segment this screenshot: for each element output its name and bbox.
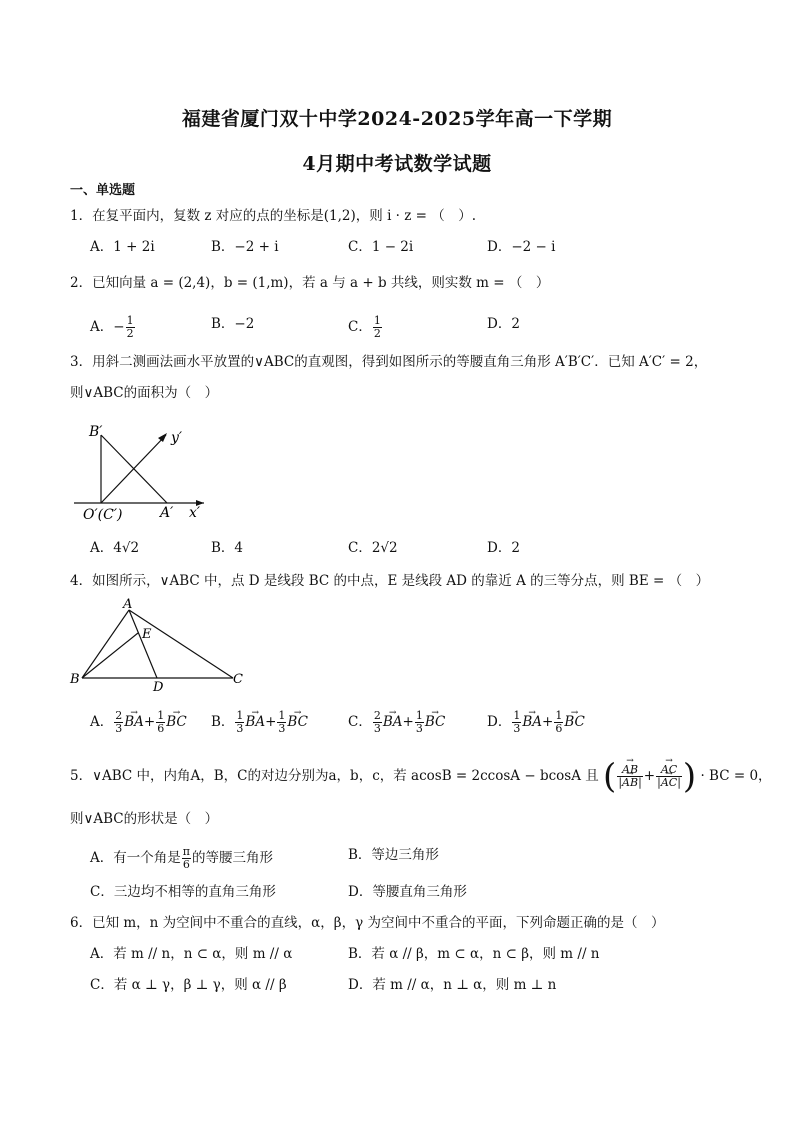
q4-option-b-label: B．: [211, 714, 235, 730]
q5-option-a[interactable]: [90, 846, 273, 871]
exam-title-line2: 4月期中考试数学试题: [302, 153, 492, 175]
left-paren: (: [603, 756, 617, 797]
q5-stem-text: 5．∨ABC 中，内角A，B，C的对边分别为a，b，c，若 acosB = 2ccosA − bcosA 且: [70, 768, 599, 784]
q4-option-c-label: C．: [348, 714, 372, 730]
q4-option-a[interactable]: A． $\frac{2}{3}$ → BA+ $\frac{1}{6}$ → BC: [90, 710, 187, 735]
label-c: C: [233, 672, 243, 687]
y-axis-arrow-icon: [158, 433, 167, 442]
segment-b-e: [82, 633, 138, 678]
q4-option-a-label: A．: [90, 714, 114, 730]
q5-stem-line2: 则∨ABC的形状是（ ）: [70, 811, 219, 827]
unit-vector-ab: → $\frac{AB}{|\to AB|}$: [617, 764, 642, 789]
label-e: E: [142, 627, 152, 642]
q3-stem-line1: 3．用斜二测画法画水平放置的∨ABC的直观图，得到如图所示的等腰直角三角形 A′B′C′．已知 A′C′ = 2，: [70, 354, 708, 370]
q3-option-d[interactable]: D．2: [487, 540, 520, 556]
label-y-prime: y′: [171, 430, 183, 446]
label-a-prime: A′: [160, 505, 174, 521]
right-paren: ): [682, 756, 697, 797]
q5-option-a-tail: 的等腰三角形: [191, 850, 273, 866]
q1-option-a[interactable]: A．1 + 2i: [90, 239, 155, 255]
label-b-prime: B′: [89, 424, 103, 440]
q3-option-a[interactable]: A．4√2: [90, 540, 140, 556]
unit-vector-ac: → $\frac{AC}{|\to AC|}$: [656, 764, 682, 789]
q5-stem-line1: 5．∨ABC 中，内角A，B，C的对边分别为a，b，c，若 acosB = 2ccosA − bcosA 且 ( → $\frac{AB}{|\to AB|}$ + → $\frac{AC}{|\to AC|}$ ) · BC = 0，: [70, 764, 772, 789]
q6-option-b[interactable]: B．若 α // β，m ⊂ α，n ⊂ β，则 m // n: [348, 946, 600, 962]
q5-option-b[interactable]: B．等边三角形: [348, 847, 439, 863]
q3-stem-line2: 则∨ABC的面积为（ ）: [70, 385, 219, 401]
label-b: B: [70, 672, 80, 687]
fraction-pi-sixth: $\frac{\pi}{6}$: [182, 845, 190, 871]
q1-option-c[interactable]: C．1 − 2i: [348, 239, 414, 255]
q4-option-b[interactable]: B． $\frac{1}{3}$ → BA+ $\frac{1}{3}$ → BC: [211, 710, 308, 735]
q4-option-d-label: D．: [487, 714, 512, 730]
q6-option-a[interactable]: A．若 m // n，n ⊂ α，则 m // α: [90, 946, 293, 962]
section-heading: 一、单选题: [70, 183, 136, 198]
q2-option-b[interactable]: B．−2: [211, 316, 255, 332]
q5-stem-tail: · BC = 0，: [700, 768, 772, 784]
q2-option-c[interactable]: [348, 315, 383, 340]
q1-stem: 1．在复平面内，复数 z 对应的点的坐标是(1,2)，则 i · z = （ ）.: [70, 208, 477, 224]
segment-a-d: [129, 610, 157, 678]
q5-option-d[interactable]: D．等腰直角三角形: [348, 884, 467, 900]
q2-option-c-label: C．: [348, 319, 372, 335]
fraction-one-half: $\frac{1}{2}$: [126, 314, 134, 340]
q4-option-d[interactable]: D． $\frac{1}{3}$ → BA+ $\frac{1}{6}$ → BC: [487, 710, 585, 735]
segment-a-c: [129, 610, 233, 678]
q3-oblique-triangle-figure: [68, 418, 218, 526]
label-a: A: [123, 597, 133, 612]
label-o-prime: O′(C′): [83, 507, 123, 523]
label-x-prime: x′: [189, 505, 201, 521]
fraction-one-half: $\frac{1}{2}$: [373, 314, 381, 340]
segment-a-b: [82, 610, 129, 678]
exam-title-line1: 福建省厦门双十中学2024-2025学年高一下学期: [181, 108, 613, 130]
q5-option-c[interactable]: C．三边均不相等的直角三角形: [90, 884, 276, 900]
q4-triangle-figure: [66, 596, 252, 692]
q3-option-c[interactable]: C．2√2: [348, 540, 398, 556]
q4-option-c[interactable]: C． $\frac{2}{3}$ → BA+ $\frac{1}{3}$ → BC: [348, 710, 445, 735]
q5-option-a-label: A．有一个角是: [90, 850, 181, 866]
q2-option-a-label: A．: [90, 319, 114, 335]
q4-stem: 4．如图所示，∨ABC 中，点 D 是线段 BC 的中点，E 是线段 AD 的靠近 A 的三等分点，则 BE = （ ）: [70, 573, 710, 589]
q2-option-d[interactable]: D．2: [487, 316, 520, 332]
q6-stem: 6．已知 m，n 为空间中不重合的直线，α，β，γ 为空间中不重合的平面，下列命题正确的是（ ）: [70, 915, 665, 931]
q1-option-b[interactable]: B．−2 + i: [211, 239, 279, 255]
label-d: D: [153, 680, 164, 692]
q6-option-d[interactable]: D．若 m // α，n ⊥ α，则 m ⊥ n: [348, 977, 557, 993]
q2-option-a[interactable]: A．− $\frac{1}{2}$: [90, 314, 134, 340]
q6-option-c[interactable]: C．若 α ⊥ γ，β ⊥ γ，则 α // β: [90, 977, 287, 993]
q3-option-b[interactable]: B．4: [211, 540, 244, 556]
q2-stem: 2．已知向量 a = (2,4)，b = (1,m)，若 a 与 a + b 共线，则实数 m = （ ）: [70, 275, 550, 291]
q1-option-d[interactable]: D．−2 − i: [487, 239, 556, 255]
